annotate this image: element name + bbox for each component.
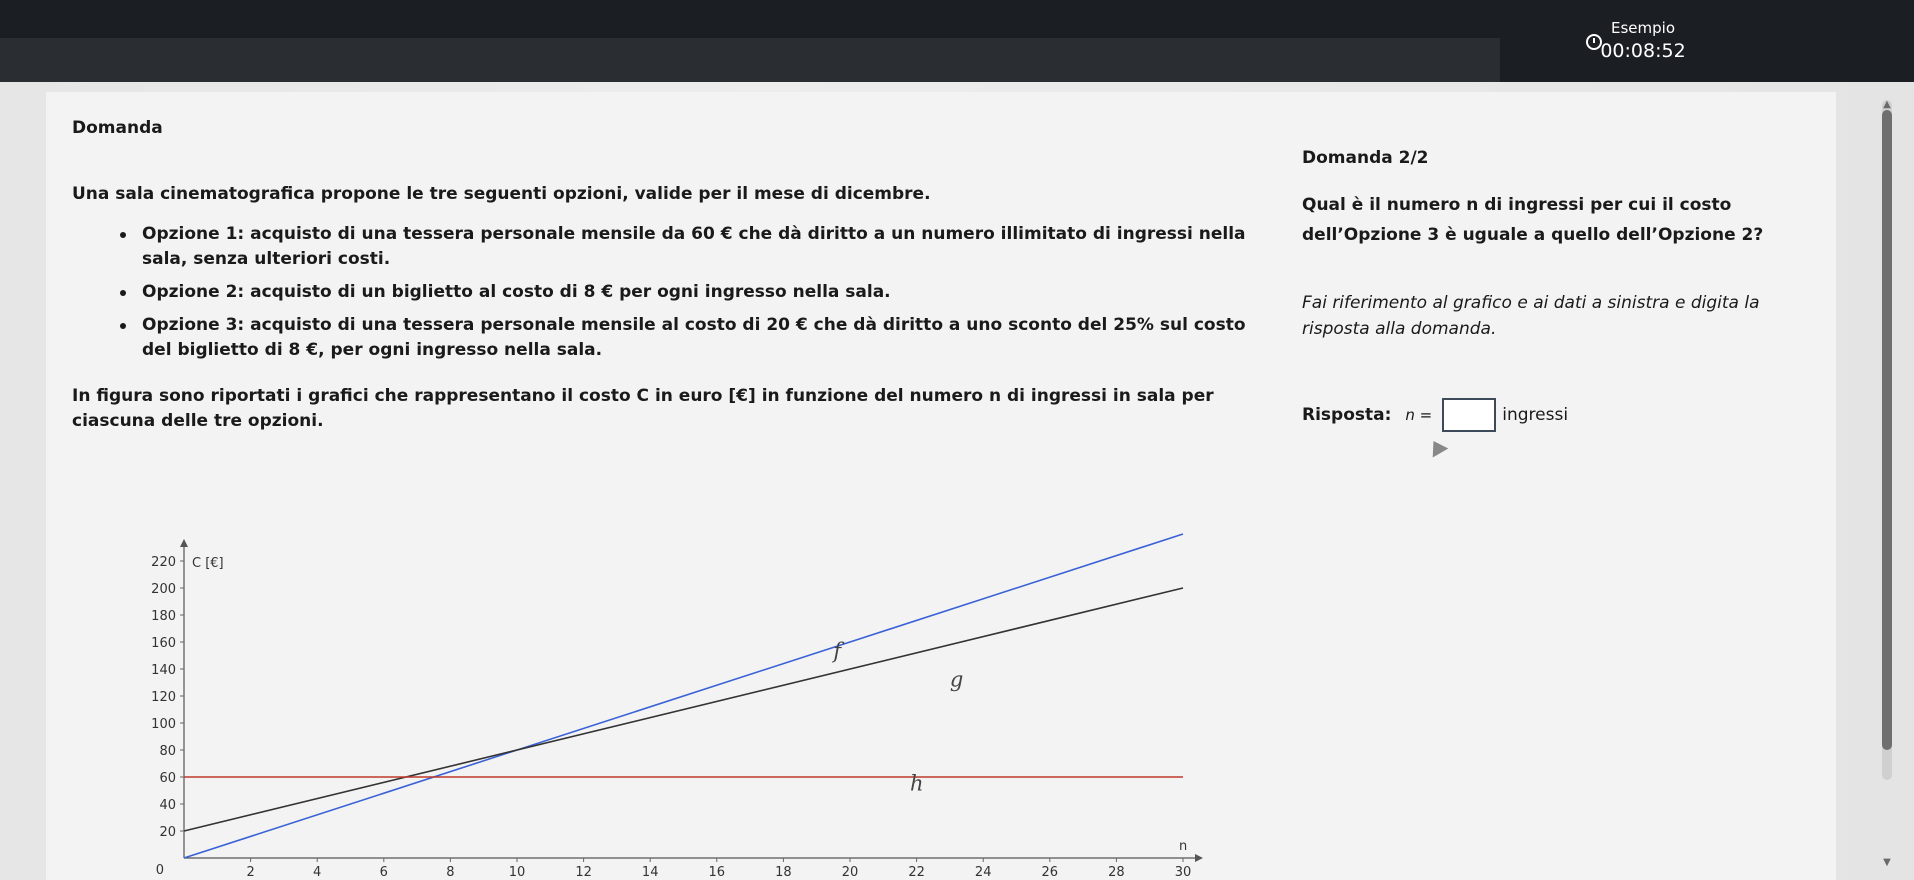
x-tick-label: 2 [246,865,255,878]
y-tick-label: 80 [159,744,176,759]
series-line-f [184,534,1183,858]
series-line-g [184,588,1183,831]
y-axis-label: C [€] [192,556,224,571]
option-item: Opzione 1: acquisto di una tessera personale mensile da 60 € che dà diritto a un numero illimitato di ingressi nella sala, senza ulteriori costi. [72,222,1262,272]
y-tick-label: 220 [151,555,176,570]
cost-chart [72,448,1272,878]
option-item: Opzione 2: acquisto di un biglietto al costo di 8 € per ogni ingresso nella sala. [72,280,1262,305]
section-title: Domanda [72,118,163,138]
y-tick-label: 200 [151,582,176,597]
y-tick-label: 20 [159,825,176,840]
intro-text: Una sala cinematografica propone le tre seguenti opzioni, valide per il mese di dicembre. [72,184,931,204]
x-axis-arrow-icon [1195,854,1203,862]
timer-value: 00:08:52 [1600,40,1686,62]
x-tick-label: 20 [841,865,859,878]
answer-variable: n = [1405,406,1433,424]
timer-block [1588,18,1698,68]
y-tick-label: 0 [155,863,164,878]
x-tick-label: 8 [446,865,455,878]
x-tick-label: 22 [908,865,925,878]
scrollbar-thumb[interactable] [1882,110,1892,750]
series-label-f: f [833,639,842,664]
options-list [72,222,1272,371]
question-number: Domanda 2/2 [1302,148,1429,168]
x-axis-label: n [1179,839,1188,854]
y-tick-label: 180 [151,609,176,624]
series-label-h: h [909,771,924,796]
x-tick-label: 24 [974,865,992,878]
answer-row [1302,398,1568,432]
x-tick-label: 26 [1041,865,1059,878]
x-tick-label: 6 [379,865,388,878]
x-tick-label: 12 [575,865,592,878]
y-tick-label: 40 [159,798,176,813]
y-tick-label: 60 [159,771,176,786]
top-bar-shade [0,38,1500,82]
y-tick-label: 100 [151,717,176,732]
y-tick-label: 120 [151,690,176,705]
y-tick-label: 160 [151,636,176,651]
scroll-down-icon[interactable]: ▼ [1883,857,1891,868]
x-tick-label: 10 [508,865,526,878]
x-tick-label: 28 [1108,865,1125,878]
answer-unit: ingressi [1502,405,1569,425]
x-tick-label: 30 [1174,865,1192,878]
x-tick-label: 14 [641,865,659,878]
x-tick-label: 16 [708,865,726,878]
answer-input[interactable] [1442,398,1496,432]
answer-label: Risposta: [1302,405,1392,425]
scroll-up-icon[interactable]: ▲ [1883,99,1891,110]
figure-caption: In figura sono riportati i grafici che rappresentano il costo C in euro [€] in funzione del numero n di ingressi in sala per ciascuna delle tre opzioni. [72,386,1214,431]
option-item: Opzione 3: acquisto di una tessera personale mensile al costo di 20 € che dà diritto a uno sconto del 25% sul costo del biglietto di 8 €, per ogni ingresso nella sala. [72,313,1262,363]
y-tick-label: 140 [151,663,176,678]
hint-text: Fai riferimento al grafico e ai dati a sinistra e digita la risposta alla domanda. [1302,293,1760,339]
x-tick-label: 18 [775,865,792,878]
exam-label: Esempio [1611,19,1675,37]
x-tick-label: 4 [313,865,322,878]
series-label-g: g [949,667,964,692]
question-text: Qual è il numero n di ingressi per cui il costo dell’Opzione 3 è uguale a quello dell’Opzione 2? [1302,195,1764,245]
y-axis-arrow-icon [180,539,188,547]
